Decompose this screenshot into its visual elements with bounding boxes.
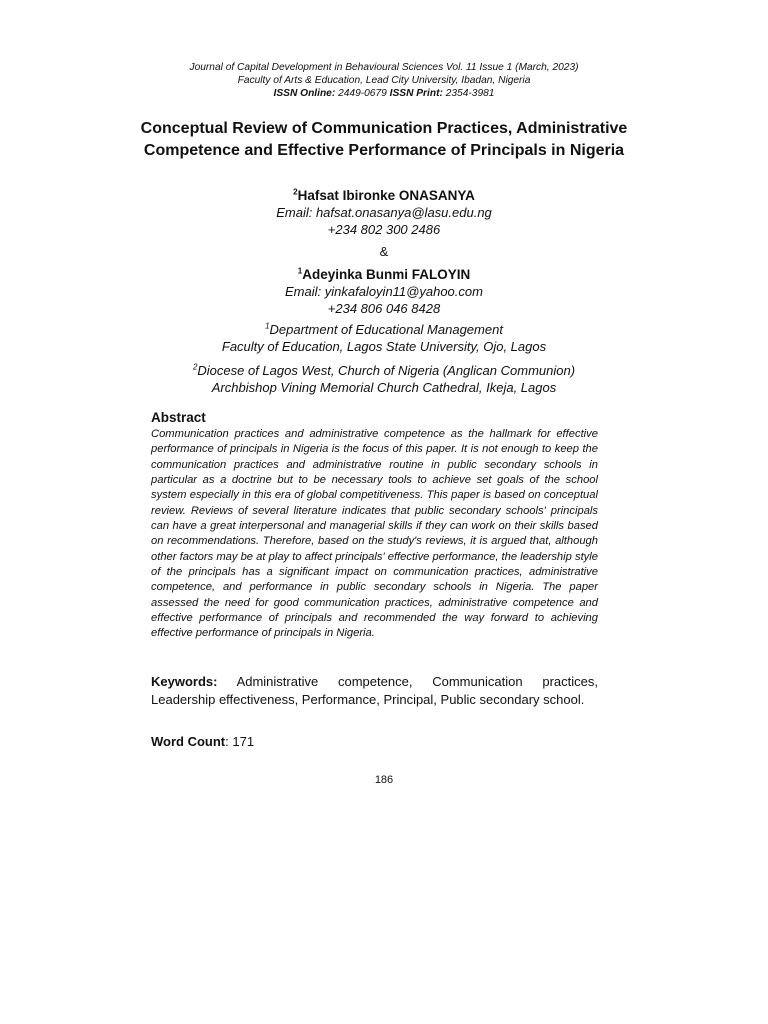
word-count: [151, 733, 254, 750]
word-count-label: Word Count: [151, 734, 226, 749]
author-name: [0, 187, 768, 204]
author-email: Email: yinkafaloyin11@yahoo.com: [285, 284, 483, 299]
affiliation-2: [0, 362, 768, 396]
author-marker: 1: [297, 266, 303, 276]
page-number: 186: [374, 774, 394, 786]
journal-line: Journal of Capital Development in Behavioural Sciences Vol. 11 Issue 1 (March, 2023): [189, 62, 579, 73]
affiliation-marker: 1: [265, 321, 270, 331]
author-name-text: Adeyinka Bunmi FALOYIN: [302, 267, 471, 282]
affiliation-line: Faculty of Education, Lagos State University, Ojo, Lagos: [221, 339, 547, 354]
affiliation-line-text: Department of Educational Management: [269, 322, 503, 337]
affiliation-marker: 2: [192, 362, 198, 372]
author-marker: 2: [293, 187, 298, 197]
abstract-body: Communication practices and administrative competence as the hallmark for effective performance of principals in Nigeria is the focus of this paper. It is not enough to keep the communication practices and administrative routine in public secondary schools in particular as a doctrine but to be necessary tools to achieve set goals of the school system especially in this era of global competitiveness. This paper is based on conceptual review. Reviews of several literature indicates that public secondary schools' principals can have a great interpersonal and managerial skills if they can work on their skills based on recommendations. Therefore, based on the study's reviews, it is argued that, although other factors may be at play to affect principals' effective performance, the leadership style of the principals has a significant impact on communication practices, administrative competence, and performance in public secondary schools in Nigeria. The paper assessed the need for good communication practices, administrative competence and effective performance of principals and recommended the way forward to achieving effective performance of principals in Nigeria.: [151, 428, 598, 640]
journal-header: [0, 61, 768, 100]
keywords-text: Administrative competence, Communication practices, Leadership effectiveness, Performance, Principal, Public secondary school.: [151, 674, 598, 707]
word-count-value: : 171: [225, 734, 255, 749]
affiliation-line: Archbishop Vining Memorial Church Cathedral, Ikeja, Lagos: [211, 380, 557, 395]
issn-line: [0, 87, 768, 100]
issn-print-value: 2354-3981: [445, 88, 495, 99]
faculty-line: Faculty of Arts & Education, Lead City University, Ibadan, Nigeria: [237, 75, 531, 86]
affiliation-line: [0, 362, 768, 379]
issn-print-label: ISSN Print:: [389, 88, 443, 99]
affiliation-line: [0, 321, 768, 338]
affiliation-line-text: Diocese of Lagos West, Church of Nigeria (Anglican Communion): [197, 363, 576, 378]
author-2: [0, 266, 768, 317]
abstract-heading: Abstract: [151, 410, 206, 425]
author-email: Email: hafsat.onasanya@lasu.edu.ng: [276, 205, 492, 220]
author-phone: +234 806 046 8428: [327, 301, 441, 316]
issn-online-label: ISSN Online:: [273, 88, 336, 99]
issn-online-value: 2449-0679: [338, 88, 387, 99]
paper-title: Conceptual Review of Communication Practices, Administrative Competence and Effective Performance of Principals in Nigeria: [140, 120, 628, 159]
affiliation-1: [0, 321, 768, 355]
author-name-text: Hafsat Ibironke ONASANYA: [297, 188, 475, 203]
author-phone: +234 802 300 2486: [327, 222, 441, 237]
author-separator: &: [379, 244, 389, 259]
keywords: [151, 673, 598, 708]
author-name: [0, 266, 768, 283]
author-1: [0, 187, 768, 238]
keywords-label: Keywords:: [151, 674, 218, 689]
